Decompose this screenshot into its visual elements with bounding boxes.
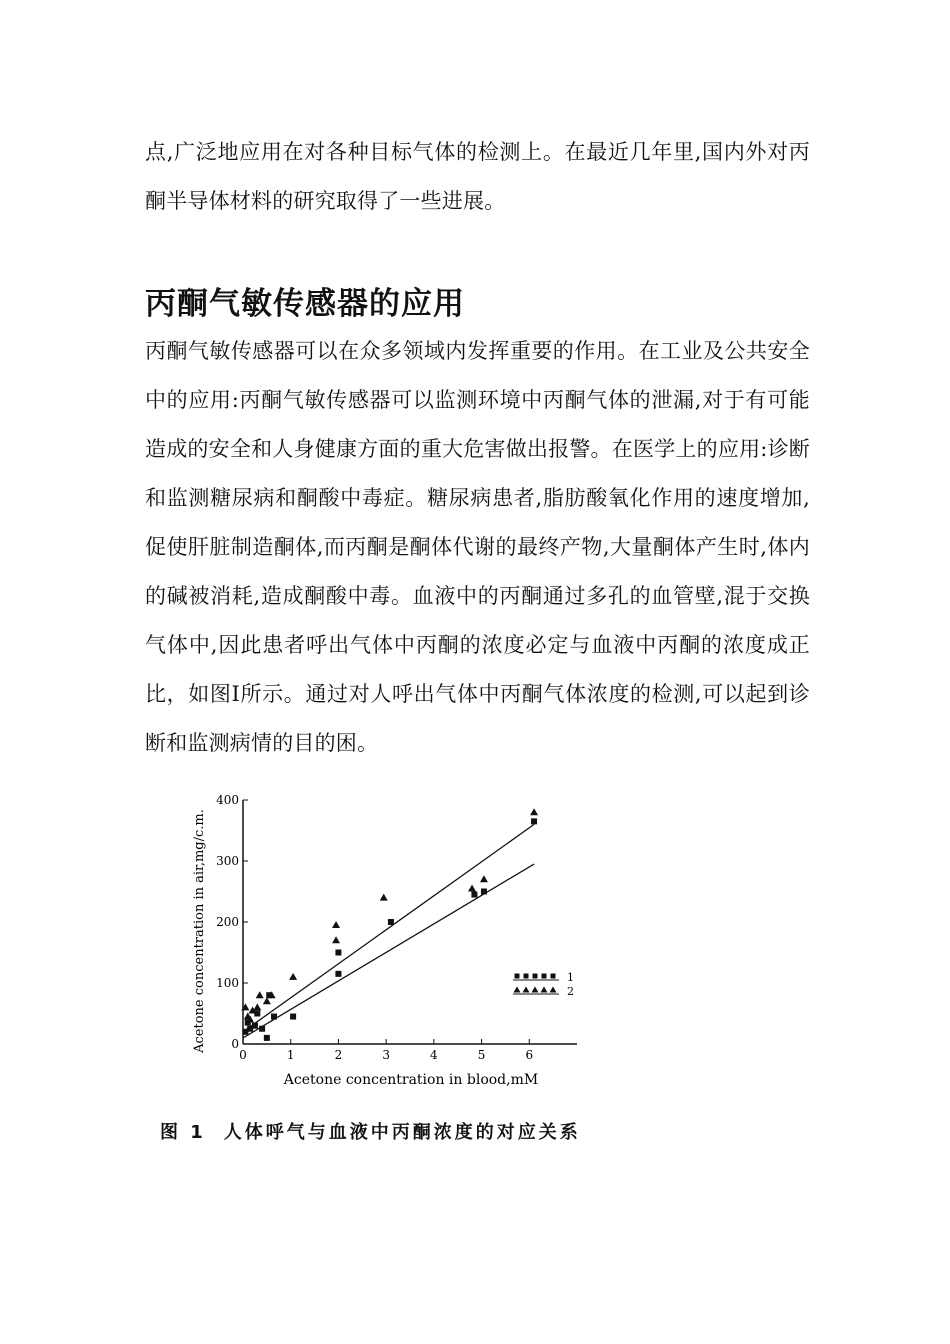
legend-label: 1 — [567, 971, 574, 984]
data-point-triangle — [256, 991, 264, 998]
y-axis-label: Acetone concentration in air,mg/c.m. — [192, 809, 207, 1053]
y-tick-label: 200 — [216, 915, 239, 929]
x-axis-label: Acetone concentration in blood,mM — [283, 1072, 539, 1088]
data-point-square — [471, 892, 477, 898]
x-tick-label: 3 — [382, 1048, 390, 1062]
legend-marker-square — [524, 974, 529, 979]
x-tick-label: 4 — [430, 1048, 438, 1062]
chart-ticks — [216, 793, 533, 1062]
data-point-square — [271, 1014, 277, 1020]
y-tick-label: 100 — [216, 976, 239, 990]
data-point-triangle — [332, 936, 340, 943]
y-tick-label: 300 — [216, 854, 239, 868]
y-tick-label: 0 — [231, 1037, 239, 1051]
data-point-square — [531, 818, 537, 824]
legend-marker-triangle — [541, 987, 548, 993]
legend-marker-triangle — [532, 987, 539, 993]
intro-paragraph: 点,广泛地应用在对各种目标气体的检测上。在最近几年里,国内外对丙酮半导体材料的研究取得了一些进展。 — [145, 140, 810, 213]
data-point-triangle — [332, 921, 340, 928]
legend-label: 2 — [567, 985, 574, 998]
data-point-triangle — [480, 875, 488, 882]
fit-line-2 — [243, 824, 534, 1031]
x-tick-label: 0 — [239, 1048, 247, 1062]
x-tick-label: 1 — [286, 1048, 295, 1062]
data-point-triangle — [253, 1003, 261, 1010]
legend-marker-square — [533, 974, 538, 979]
data-point-triangle — [468, 884, 476, 891]
data-point-square — [252, 1023, 258, 1029]
data-point-triangle — [380, 894, 388, 901]
acetone-scatter-chart — [185, 788, 605, 1098]
chart-fit-lines — [243, 824, 534, 1038]
chart-legend — [513, 971, 574, 998]
x-tick-label: 2 — [334, 1048, 343, 1062]
data-point-triangle — [263, 997, 271, 1004]
legend-marker-triangle — [523, 987, 530, 993]
legend-marker-triangle — [550, 987, 557, 993]
fit-line-1 — [243, 864, 534, 1038]
figure-caption-text: 人体呼气与血液中丙酮浓度的对应关系 — [223, 1122, 581, 1143]
data-point-square — [335, 971, 341, 977]
y-tick-label: 400 — [216, 793, 239, 807]
legend-marker-square — [515, 974, 520, 979]
data-point-triangle — [289, 973, 297, 980]
figure-number: 图 1 — [160, 1122, 206, 1143]
x-tick-label: 6 — [525, 1048, 534, 1062]
legend-marker-triangle — [514, 987, 521, 993]
section-heading: 丙酮气敏传感器的应用 — [145, 286, 465, 322]
data-point-square — [264, 1035, 270, 1041]
data-point-square — [335, 950, 341, 956]
legend-marker-square — [551, 974, 556, 979]
data-point-square — [259, 1026, 265, 1032]
data-point-triangle — [530, 808, 538, 815]
x-tick-label: 5 — [477, 1048, 486, 1062]
data-point-square — [290, 1014, 296, 1020]
data-point-square — [388, 919, 394, 925]
data-point-square — [481, 889, 487, 895]
chart-marks — [241, 808, 538, 1041]
figure-caption — [160, 1118, 581, 1144]
legend-marker-square — [542, 974, 547, 979]
body-paragraph: 丙酮气敏传感器可以在众多领域内发挥重要的作用。在工业及公共安全中的应用:丙酮气敏传感器可以监测环境中丙酮气体的泄漏,对于有可能造成的安全和人身健康方面的重大危害做出报警。在医学上的应用:诊断和监测糖尿病和酮酸中毒症。糖尿病患者,脂肪酸氧化作用的速度增加,促使肝脏制造酮体,而丙酮是酮体代谢的最终产物,大量酮体产生时,体内的碱被消耗,造成酮酸中毒。血液中的丙酮通过多孔的血管壁,混于交换气体中,因此患者呼出气体中丙酮的浓度必定与血液中丙酮的浓度成正比，如图Ⅰ所示。通过对人呼出气体中丙酮气体浓度的检测,可以起到诊断和监测病情的目的困。 — [145, 339, 810, 755]
